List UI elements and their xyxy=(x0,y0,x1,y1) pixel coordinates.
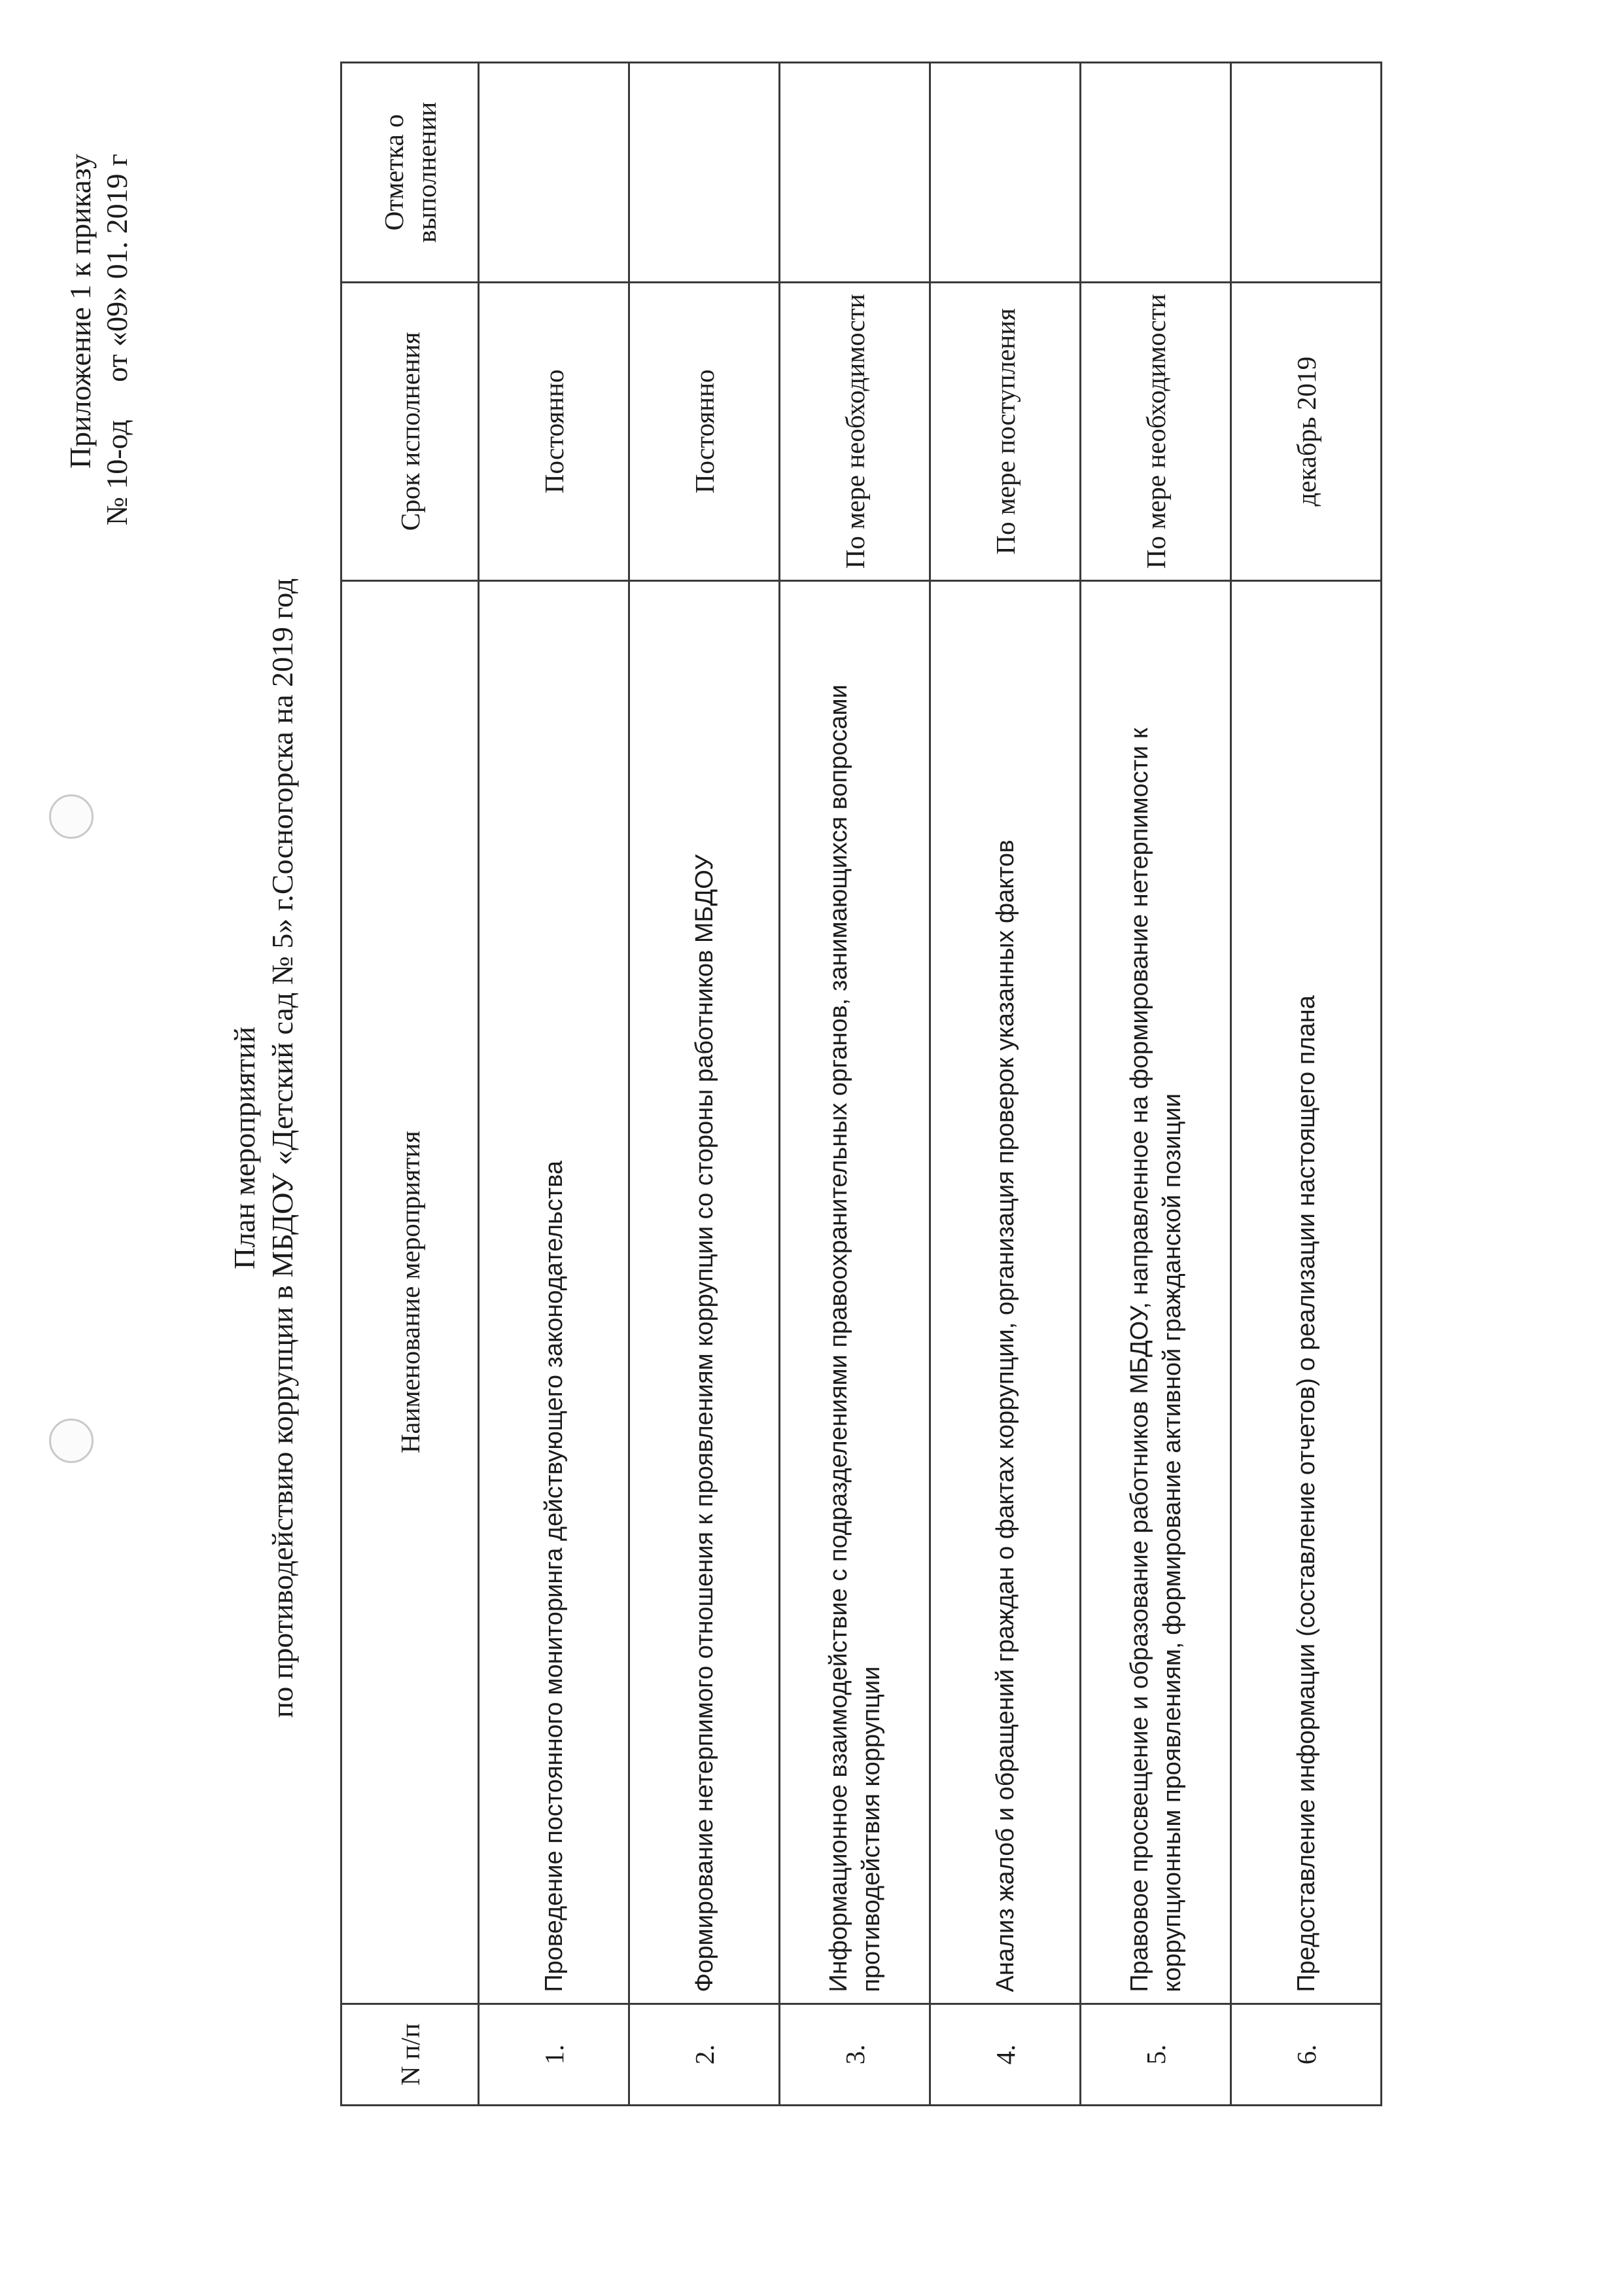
cell-num: 6. xyxy=(1231,2004,1382,2105)
title-line-1: План мероприятий xyxy=(228,1027,261,1269)
table-row xyxy=(930,63,1081,2106)
title-line-2: по противодействию коррупции в МБДОУ «Детский сад № 5» г.Сосногорска на 2019 год xyxy=(266,578,299,1718)
header-name: Наименование мероприятия xyxy=(341,580,479,2004)
cell-num: 3. xyxy=(780,2004,930,2105)
header-mark: Отметка о выполнении xyxy=(341,63,479,283)
cell-mark xyxy=(930,63,1081,283)
cell-name: Предоставление информации (составление отчетов) о реализации настоящего плана xyxy=(1231,580,1382,2004)
cell-term: По мере необходимости xyxy=(1081,282,1231,580)
cell-term: декабрь 2019 xyxy=(1231,282,1382,580)
table-row xyxy=(780,63,930,2106)
appendix-note xyxy=(62,154,135,525)
cell-term: Постоянно xyxy=(629,282,780,580)
cell-name: Информационное взаимодействие с подразделениями правоохранительных органов, занимающихся вопросами противодействия коррупции xyxy=(780,580,930,2004)
cell-name: Анализ жалоб и обращений граждан о фактах коррупции, организация проверок указанных фактов xyxy=(930,580,1081,2004)
cell-num: 1. xyxy=(479,2004,629,2105)
cell-num: 4. xyxy=(930,2004,1081,2105)
cell-term: По мере поступления xyxy=(930,282,1081,580)
cell-num: 5. xyxy=(1081,2004,1231,2105)
plan-table xyxy=(340,62,1382,2106)
appendix-line-2: № 10-од от «09» 01. 2019 г xyxy=(100,154,133,526)
table-row xyxy=(1231,63,1382,2106)
cell-term: Постоянно xyxy=(479,282,629,580)
document-title xyxy=(226,0,302,2296)
table-row xyxy=(1081,63,1231,2106)
cell-mark xyxy=(479,63,629,283)
cell-name: Проведение постоянного мониторинга действующего законодательства xyxy=(479,580,629,2004)
cell-mark xyxy=(780,63,930,283)
table-header-row xyxy=(341,63,479,2106)
header-term: Срок исполнения xyxy=(341,282,479,580)
cell-num: 2. xyxy=(629,2004,780,2105)
cell-mark xyxy=(1231,63,1382,283)
appendix-line-1: Приложение 1 к приказу xyxy=(63,154,97,469)
cell-term: По мере необходимости xyxy=(780,282,930,580)
table-row xyxy=(629,63,780,2106)
cell-mark xyxy=(1081,63,1231,283)
header-num: N п/п xyxy=(341,2004,479,2105)
cell-name: Формирование нетерпимого отношения к проявлениям коррупции со стороны работников МБДОУ xyxy=(629,580,780,2004)
cell-name: Правовое просвещение и образование работников МБДОУ, направленное на формирование нетерпимости к коррупционным проявлениям, формирование активной гражданской позиции xyxy=(1081,580,1231,2004)
table-row xyxy=(479,63,629,2106)
cell-mark xyxy=(629,63,780,283)
